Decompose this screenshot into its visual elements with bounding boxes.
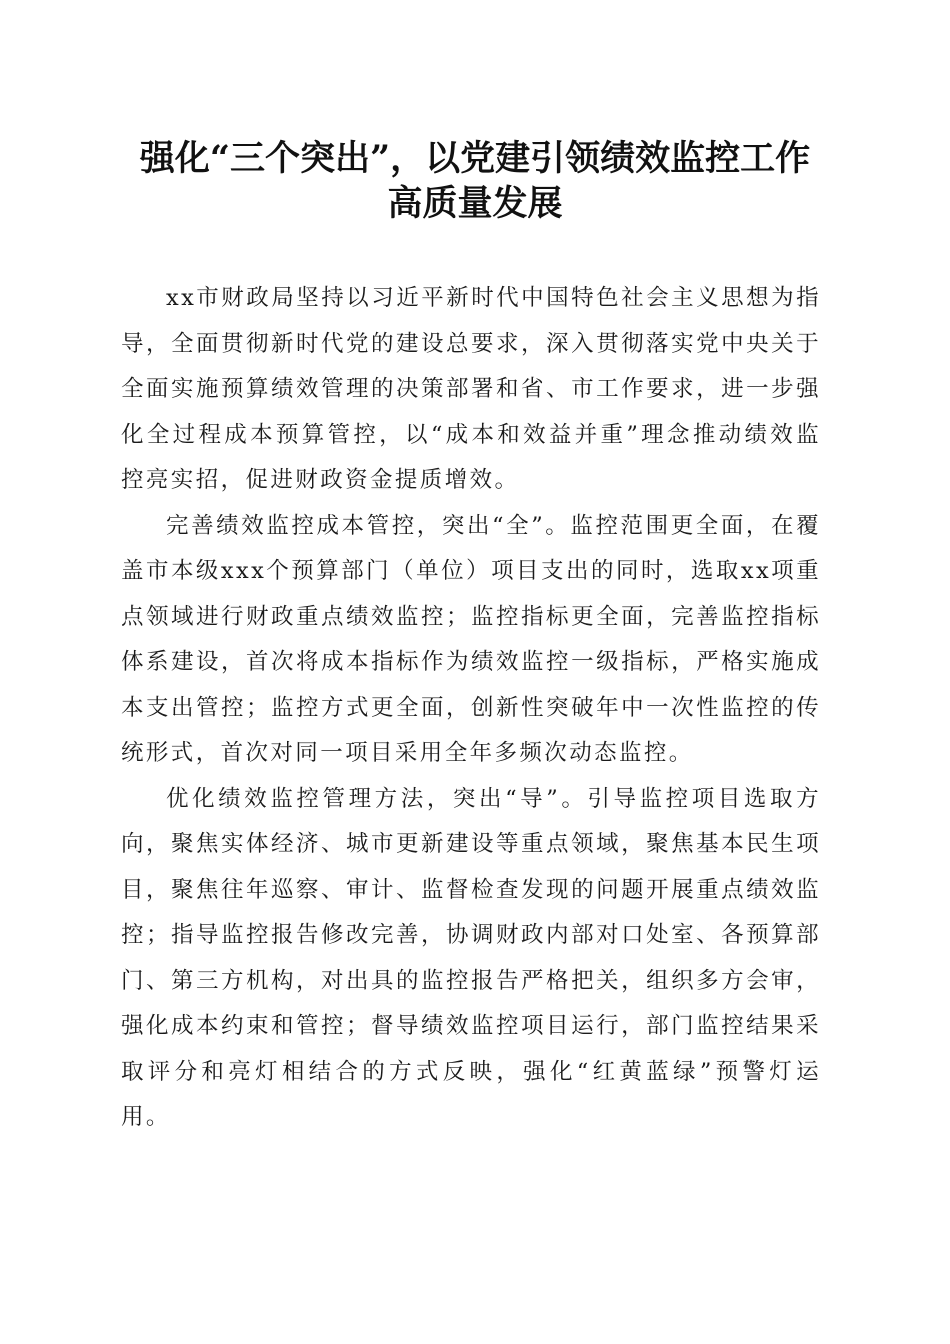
paragraph-cost-control: 完善绩效监控成本管控，突出“全”。监控范围更全面，在覆盖市本级xxx个预算部门（单位）项目支出的同时，选取xx项重点领域进行财政重点绩效监控；监控指标更全面，完善监控指标体系建设，首次将成本指标作为绩效监控一级指标，严格实施成本支出管控；监控方式更全面，创新性突破年中一次性监控的传统形式，首次对同一项目采用全年多频次动态监控。 bbox=[121, 512, 821, 766]
document-title bbox=[110, 136, 840, 226]
document-title-line-1: 强化“三个突出”，以党建引领绩效监控工作 bbox=[139, 138, 811, 179]
paragraph-intro: xx市财政局坚持以习近平新时代中国特色社会主义思想为指导，全面贯彻新时代党的建设总要求，深入贯彻落实党中央关于全面实施预算绩效管理的决策部署和省、市工作要求，进一步强化全过程成本预算管控，以“成本和效益并重”理念推动绩效监控亮实招，促进财政资金提质增效。 bbox=[121, 285, 821, 493]
document-body bbox=[121, 276, 821, 1141]
paragraph-management-method: 优化绩效监控管理方法，突出“导”。引导监控项目选取方向，聚焦实体经济、城市更新建设等重点领域，聚焦基本民生项目，聚焦往年巡察、审计、监督检查发现的问题开展重点绩效监控；指导监控报告修改完善，协调财政内部对口处室、各预算部门、第三方机构，对出具的监控报告严格把关，组织多方会审，强化成本约束和管控；督导绩效监控项目运行，部门监控结果采取评分和亮灯相结合的方式反映，强化“红黄蓝绿”预警灯运用。 bbox=[121, 785, 821, 1130]
document-title-line-2: 高质量发展 bbox=[387, 183, 563, 224]
